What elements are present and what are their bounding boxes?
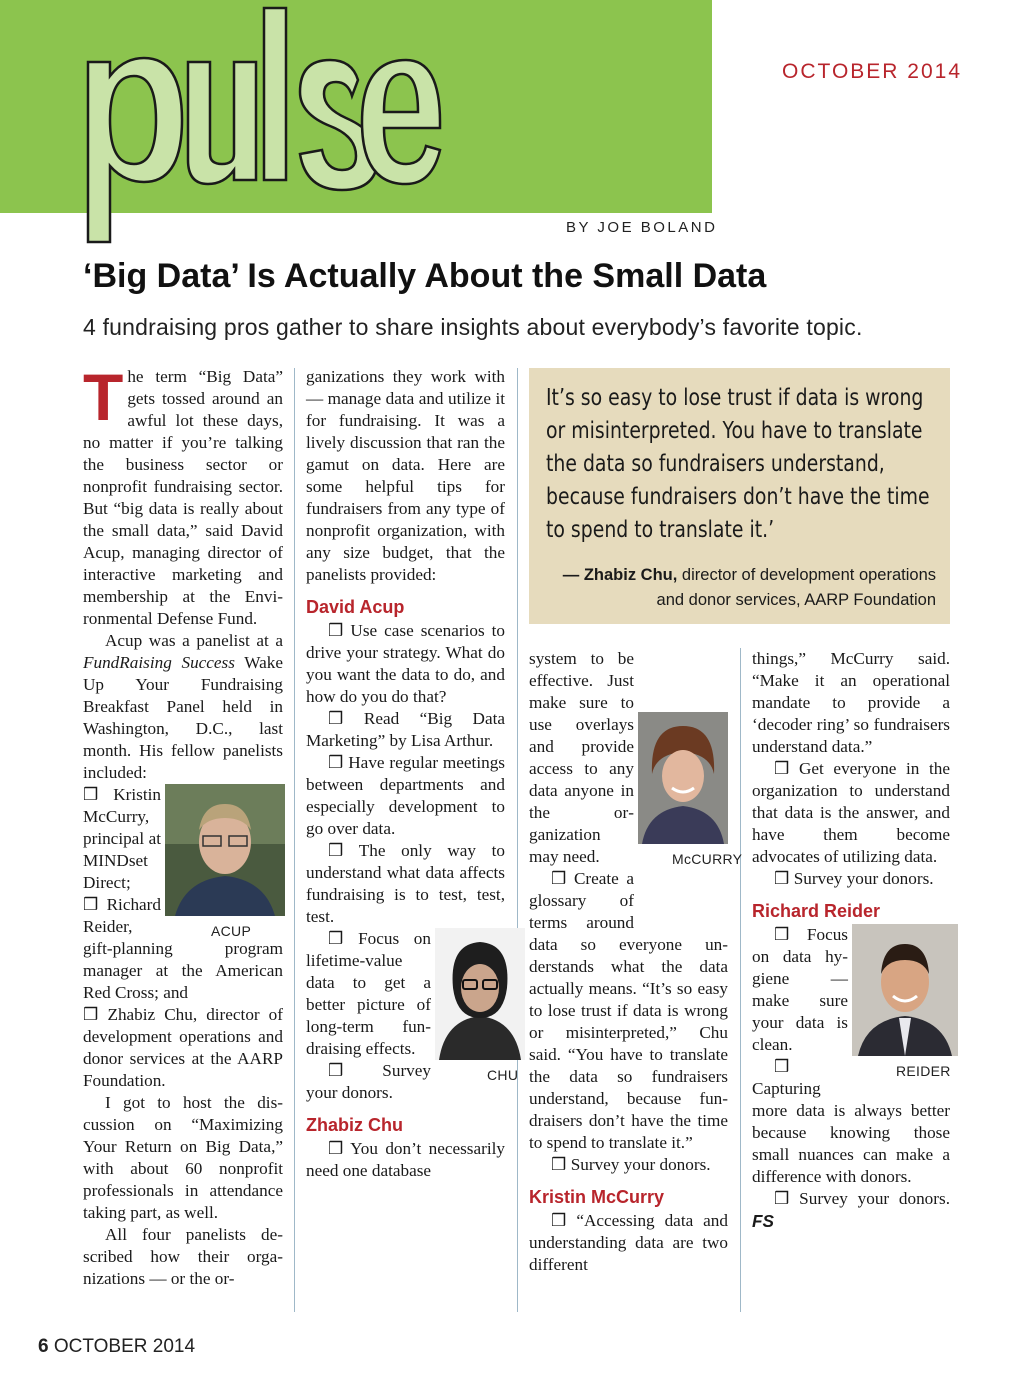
reider-photo [852, 924, 958, 1056]
chu-photo [435, 928, 525, 1060]
pull-quote-attribution [546, 563, 936, 613]
tip-item: ❒ You don’t necessarily need one database [306, 1139, 505, 1180]
photo-caption-chu: CHU [487, 1067, 519, 1083]
paragraph-text: Wake Up Your Fundraising Breakfast Panel held in Washington, D.C., last month. His fellow panelists included: [83, 653, 283, 782]
section-heading-david-acup: David Acup [306, 597, 405, 617]
tip-text: ❒ Survey your donors. [774, 1189, 950, 1208]
tip-item: ❒ Get everyone in the organization to understand that data is the answer, and have them become advocates of utilizing data. [752, 759, 950, 866]
column-divider [517, 368, 518, 1312]
paragraph-text: Acup was a panelist at a [105, 631, 283, 650]
page-footer [38, 1336, 195, 1358]
pull-quote-text: It’s so easy to lose trust if data is wrong or misinterpreted. You have to translate the data so fundraisers understand, because fundraisers don’t have the time to spend to translate it.’ [546, 385, 930, 543]
photo-caption-reider: REIDER [896, 1063, 951, 1079]
intro-paragraph [83, 360, 283, 630]
tip-item: ❒ Create a glossary of terms around data so everyone understands what the data actually means. “It’s so easy to lose trust if data is wrong or misinterpreted,” Chu said. “You have to translate the data so fundraisers understand, because fundraisers don’t have the time to spend to translate it.” [529, 869, 728, 1152]
paragraph: I got to host the discussion on “Maximizing Your Return on Big Data,” with about 60 nonprofit professionals in attendance taking part, as well. [83, 1093, 283, 1222]
tip-item: ❒ Have regular meetings between departments and especially development to go over data. [306, 753, 505, 838]
section-heading-kristin-mccurry: Kristin McCurry [529, 1187, 665, 1207]
article-column-2 [306, 366, 519, 1182]
article-column-1 [83, 360, 283, 1290]
paragraph: system to be effective. Just make sure to use overlays and provide access to any data anyone in the organization may need. [529, 649, 634, 866]
column-divider [294, 368, 295, 1312]
article-column-4 [752, 648, 950, 1233]
pulse-logo [84, 0, 444, 245]
paragraph [83, 630, 283, 784]
reider-photo-wrap [852, 924, 964, 1084]
bullet-item: ❒ Zhabiz Chu, director of development operations and donor services at the AARP Foundation. [83, 1005, 283, 1090]
paragraph: things,” McCurry said. “Make it an operational mandate to provide a ‘decoder ring’ so fundraisers understand data.” [752, 649, 950, 756]
article-column-3 [529, 648, 743, 1276]
quote-author: — Zhabiz Chu, [562, 566, 678, 584]
mccurry-photo-wrap [638, 712, 743, 932]
quote-author-role: director of development operations and donor services, AARP Foundation [656, 566, 936, 609]
tip-item: ❒ Focus on data hygiene — make sure your data is clean. [752, 925, 848, 1054]
tip-item: ❒ Use case scenarios to drive your strategy. What do you want the data to do, and how do you do that? [306, 621, 505, 706]
tip-item: ❒ Survey your donors. [774, 869, 934, 888]
paragraph: ganizations they work with — manage data and utilize it for fundraising. It was a lively discussion that ran the gamut on data. Here are some helpful tips for fundraisers from any type of nonprofit organization, with any size budget, that the panelists provided: [306, 367, 505, 584]
tip-item: ❒ Focus on lifetime-value data to get a better picture of long-term fundraising effects. [306, 929, 431, 1058]
end-mark: FS [752, 1211, 774, 1231]
section-heading-richard-reider: Richard Reider [752, 901, 881, 921]
section-heading-zhabiz-chu: Zhabiz Chu [306, 1115, 403, 1135]
photo-caption-acup: ACUP [211, 923, 252, 939]
page-number: 6 [38, 1336, 49, 1357]
paragraph: All four panelists described how their organizations — or the or- [83, 1225, 283, 1288]
acup-photo [165, 784, 285, 916]
publication-name: FundRaising Success [83, 653, 235, 672]
bullet-item: ❒ Richard Reider, gift-planning program manager at the American Red Cross; and [83, 895, 283, 1002]
tip-item: ❒ Capturing more data is always better because knowing those small nuances can make a difference with donors. [752, 1057, 950, 1186]
tip-item: ❒ Survey your donors. [551, 1155, 711, 1174]
tip-item: ❒ “Accessing data and understanding data are two different [529, 1211, 728, 1274]
tip-item: ❒ Read “Big Data Marketing” by Lisa Arthur. [306, 709, 505, 750]
footer-date: OCTOBER 2014 [53, 1336, 196, 1357]
bullet-item: ❒ Kristin McCurry, principal at MINDset Direct; [83, 785, 161, 892]
acup-photo-wrap [165, 784, 289, 939]
tip-item: ❒ Survey your donors. [306, 1061, 431, 1102]
column-divider [740, 648, 741, 1312]
tip-item: ❒ The only way to understand what data affects fundraising is to test, test, test. [306, 841, 505, 926]
mccurry-photo [638, 712, 728, 844]
byline: BY JOE BOLAND [566, 219, 718, 236]
intro-text: he term “Big Data” gets tossed around an awful lot these days, no matter if you’re talking the business sector or nonprofit fundraising sector. But “big data is really about the small data,” said David Acup, managing director of interactive marketing and membership at the Environmental Defense Fund. [83, 367, 283, 628]
tip-item [752, 1188, 950, 1233]
issue-date: OCTOBER 2014 [782, 60, 963, 83]
drop-cap: T [83, 360, 124, 434]
photo-caption-mccurry: McCURRY [672, 851, 743, 867]
chu-photo-wrap [435, 928, 531, 1083]
article-subhead: 4 fundraising pros gather to share insights about everybody’s favorite topic. [83, 314, 863, 340]
article-headline: ‘Big Data’ Is Actually About the Small Data [83, 257, 767, 295]
